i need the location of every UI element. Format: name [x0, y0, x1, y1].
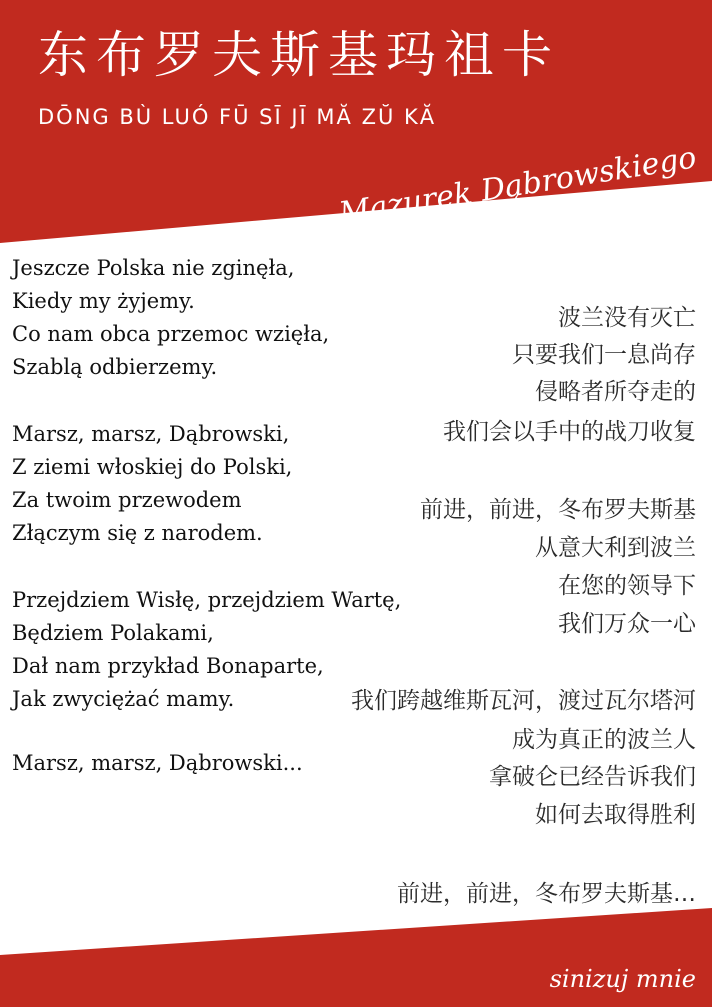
chinese-line: 只要我们一息尚存 [512, 342, 696, 368]
chinese-line: 拿破仑已经告诉我们 [489, 764, 696, 790]
chinese-line: 我们跨越维斯瓦河，渡过瓦尔塔河 [351, 688, 696, 714]
chinese-line: 前进，前进，冬布罗夫斯基… [397, 881, 696, 907]
chinese-line: 从意大利到波兰 [535, 535, 696, 561]
polish-line: Marsz, marsz, Dąbrowski, [12, 422, 290, 446]
chinese-line: 波兰没有灭亡 [558, 305, 696, 331]
polish-line: Marsz, marsz, Dąbrowski... [12, 751, 303, 775]
title-chinese: 东布罗夫斯基玛祖卡 [38, 26, 560, 84]
polish-line: Z ziemi włoskiej do Polski, [12, 455, 293, 479]
chinese-line: 成为真正的波兰人 [512, 727, 696, 753]
polish-line: Kiedy my żyjemy. [12, 289, 195, 313]
polish-line: Jak zwyciężać mamy. [12, 687, 235, 711]
polish-line: Przejdziem Wisłę, przejdziem Wartę, [12, 588, 402, 612]
title-polish: Mazurek Dąbrowskiego [336, 140, 699, 232]
polish-line: Dał nam przykład Bonaparte, [12, 654, 324, 678]
polish-line: Będziem Polakami, [12, 621, 214, 645]
chinese-line: 前进，前进，冬布罗夫斯基 [420, 497, 696, 523]
polish-line: Złączym się z narodem. [12, 521, 263, 545]
chinese-line: 侵略者所夺走的 [535, 379, 696, 405]
chinese-line: 如何去取得胜利 [535, 802, 696, 828]
polish-line: Za twoim przewodem [12, 488, 242, 512]
polish-line: Co nam obca przemoc wzięła, [12, 322, 330, 346]
chinese-line: 我们万众一心 [558, 611, 696, 637]
footer-brand: sinizuj mnie [549, 965, 696, 993]
chinese-line: 我们会以手中的战刀收复 [443, 419, 696, 445]
title-pinyin: DŌNG BÙ LUÓ FŪ SĪ JĪ MĂ ZŬ KĂ [38, 105, 437, 129]
chinese-line: 在您的领导下 [558, 573, 696, 599]
polish-line: Szablą odbierzemy. [12, 355, 218, 379]
polish-line: Jeszcze Polska nie zginęła, [12, 256, 295, 280]
